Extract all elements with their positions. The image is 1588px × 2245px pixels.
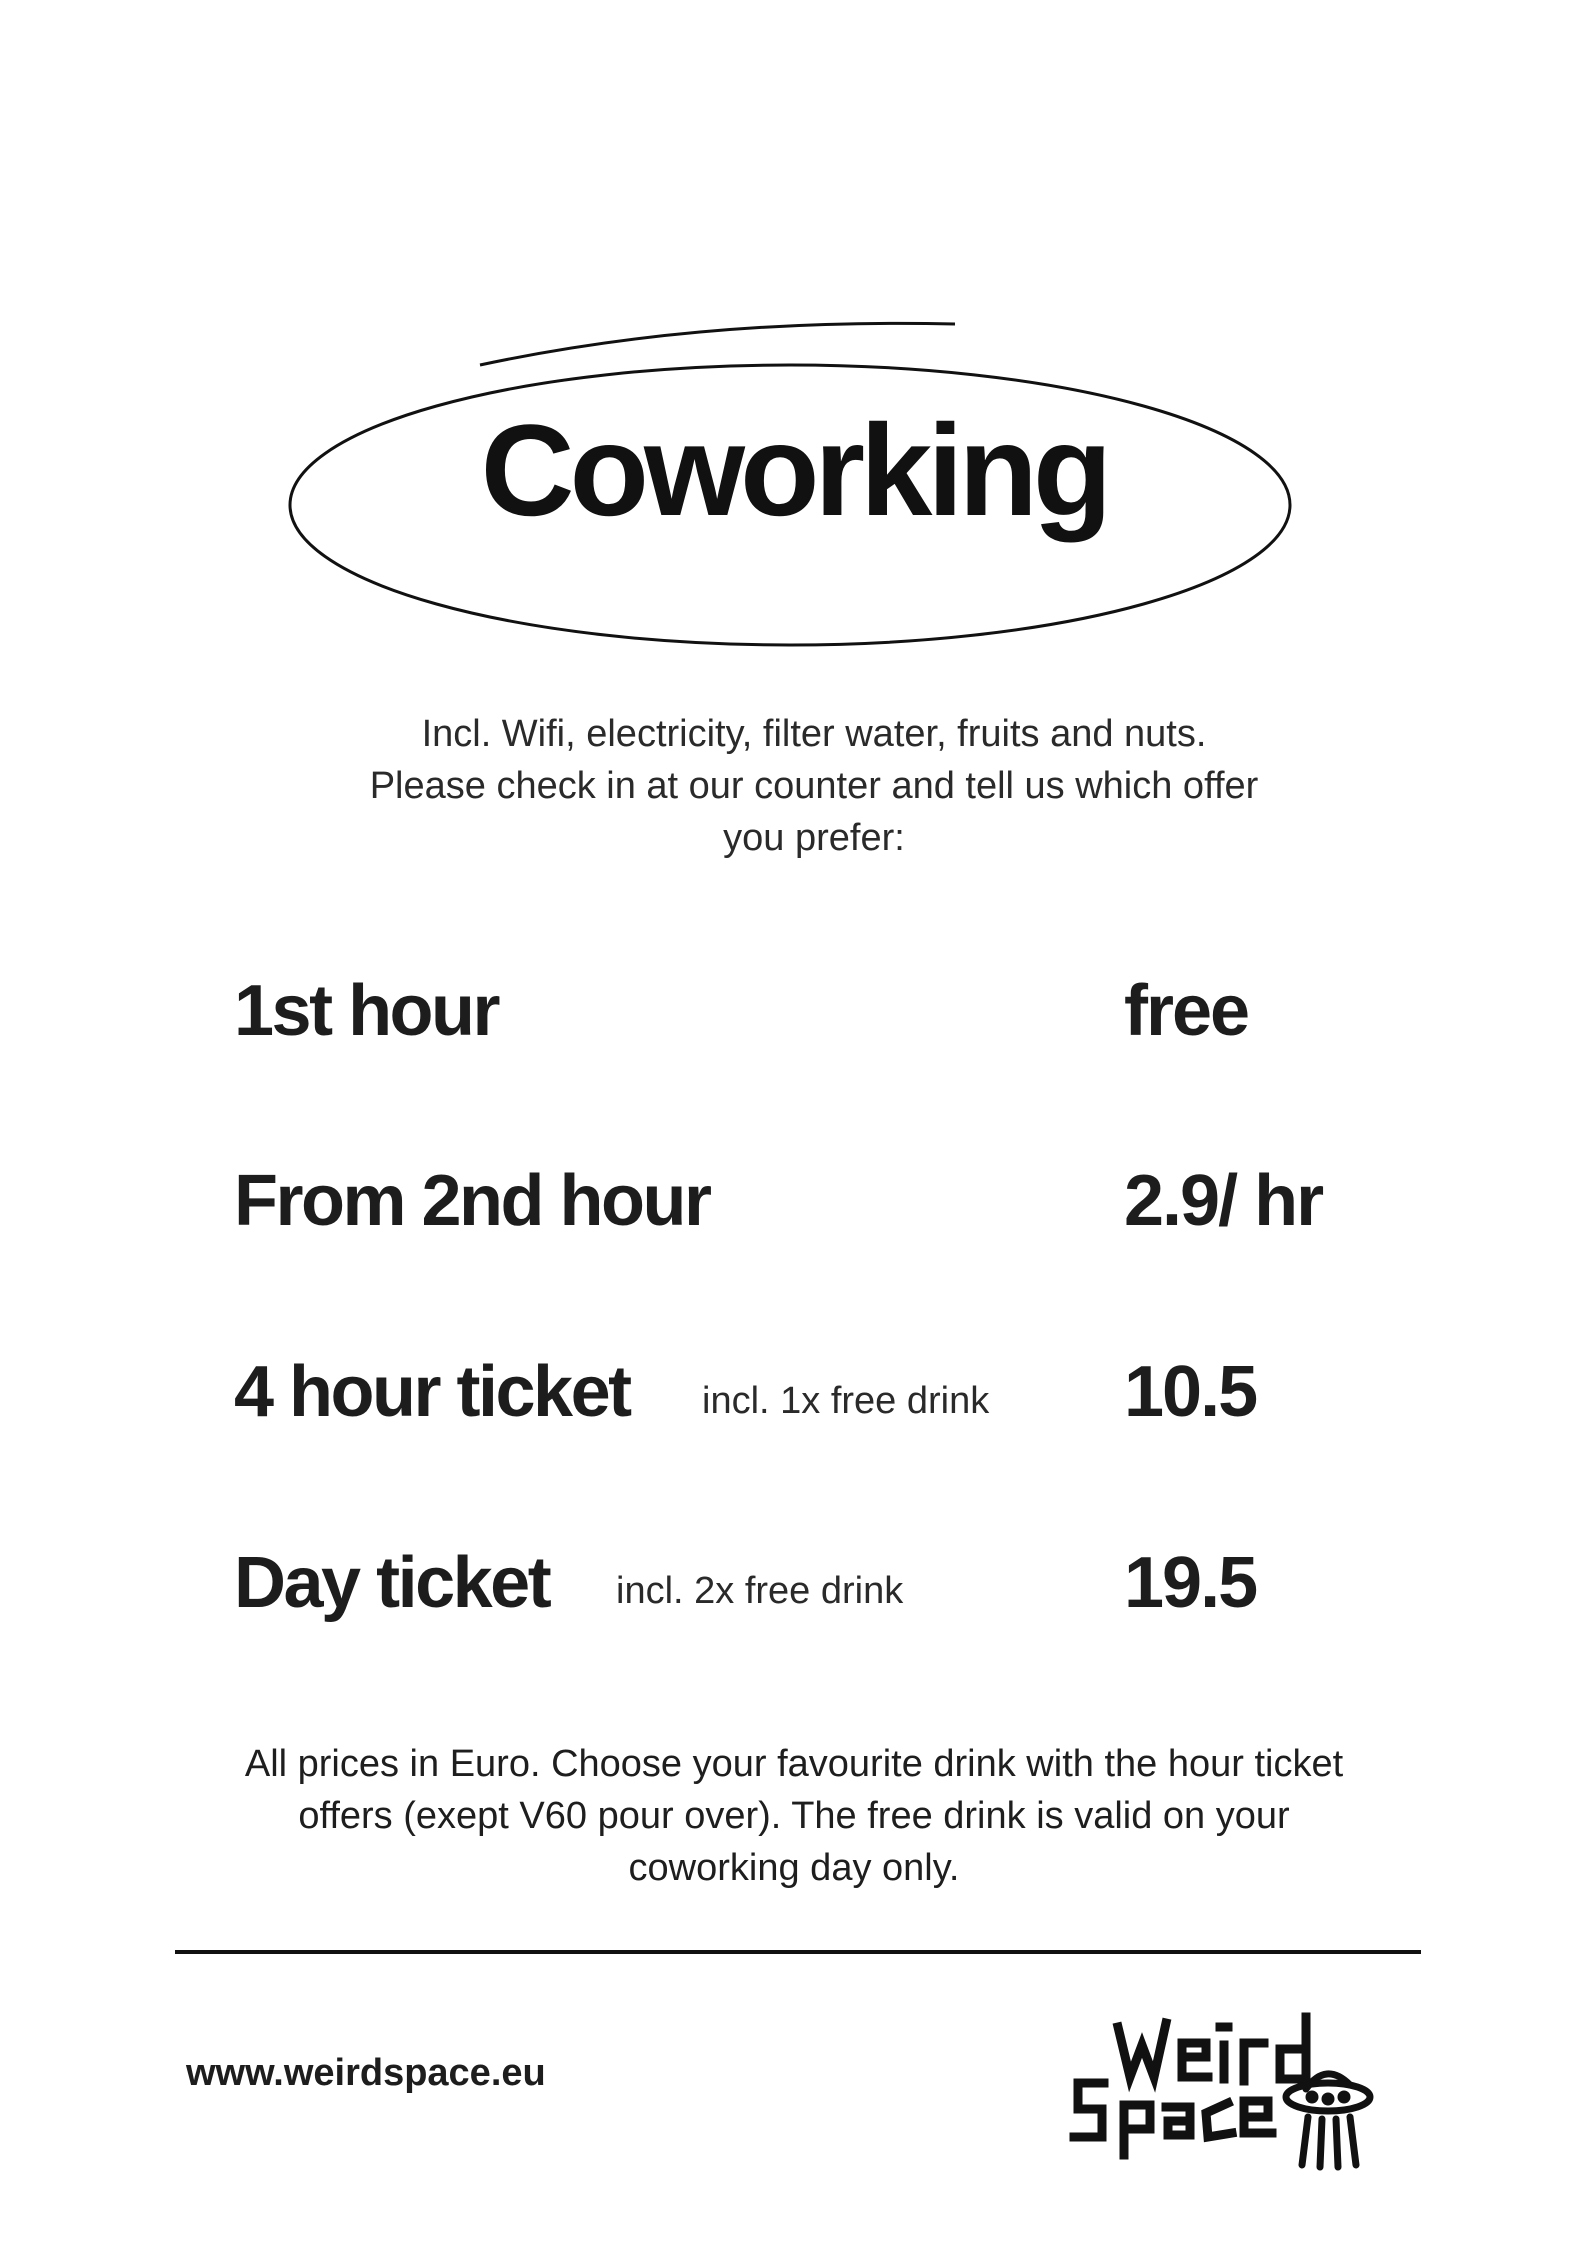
price-row-value: 10.5 — [1124, 1352, 1257, 1432]
intro-line: you prefer: — [723, 817, 905, 859]
price-row-value: 19.5 — [1124, 1543, 1257, 1623]
price-row-label: From 2nd hour — [234, 1161, 710, 1241]
ufo-icon — [1286, 2074, 1370, 2167]
footer-divider — [175, 1950, 1421, 1954]
footnote-line: All prices in Euro. Choose your favourite drink with the hour ticket — [244, 1743, 1344, 1785]
price-row-value: free — [1124, 971, 1249, 1051]
price-row-label: 1st hour — [234, 971, 499, 1051]
price-row-value: 2.9/ hr — [1124, 1161, 1323, 1241]
footnote-line: offers (exept V60 pour over). The free drink is valid on your — [298, 1795, 1290, 1837]
weird-space-logo — [1060, 2005, 1400, 2180]
page-title: Coworking — [480, 397, 1108, 543]
footnote-line: coworking day only. — [628, 1847, 960, 1889]
price-row-note: incl. 1x free drink — [702, 1380, 990, 1422]
intro-line: Incl. Wifi, electricity, filter water, fruits and nuts. — [421, 713, 1207, 755]
intro-line: Please check in at our counter and tell us which offer — [369, 765, 1259, 807]
website-link[interactable]: www.weirdspace.eu — [186, 2052, 546, 2094]
intro-text — [294, 708, 1334, 864]
footnote-text — [150, 1738, 1438, 1894]
price-row-note: incl. 2x free drink — [616, 1570, 904, 1612]
price-row-label: 4 hour ticket — [234, 1352, 630, 1432]
price-row-label: Day ticket — [234, 1543, 550, 1623]
